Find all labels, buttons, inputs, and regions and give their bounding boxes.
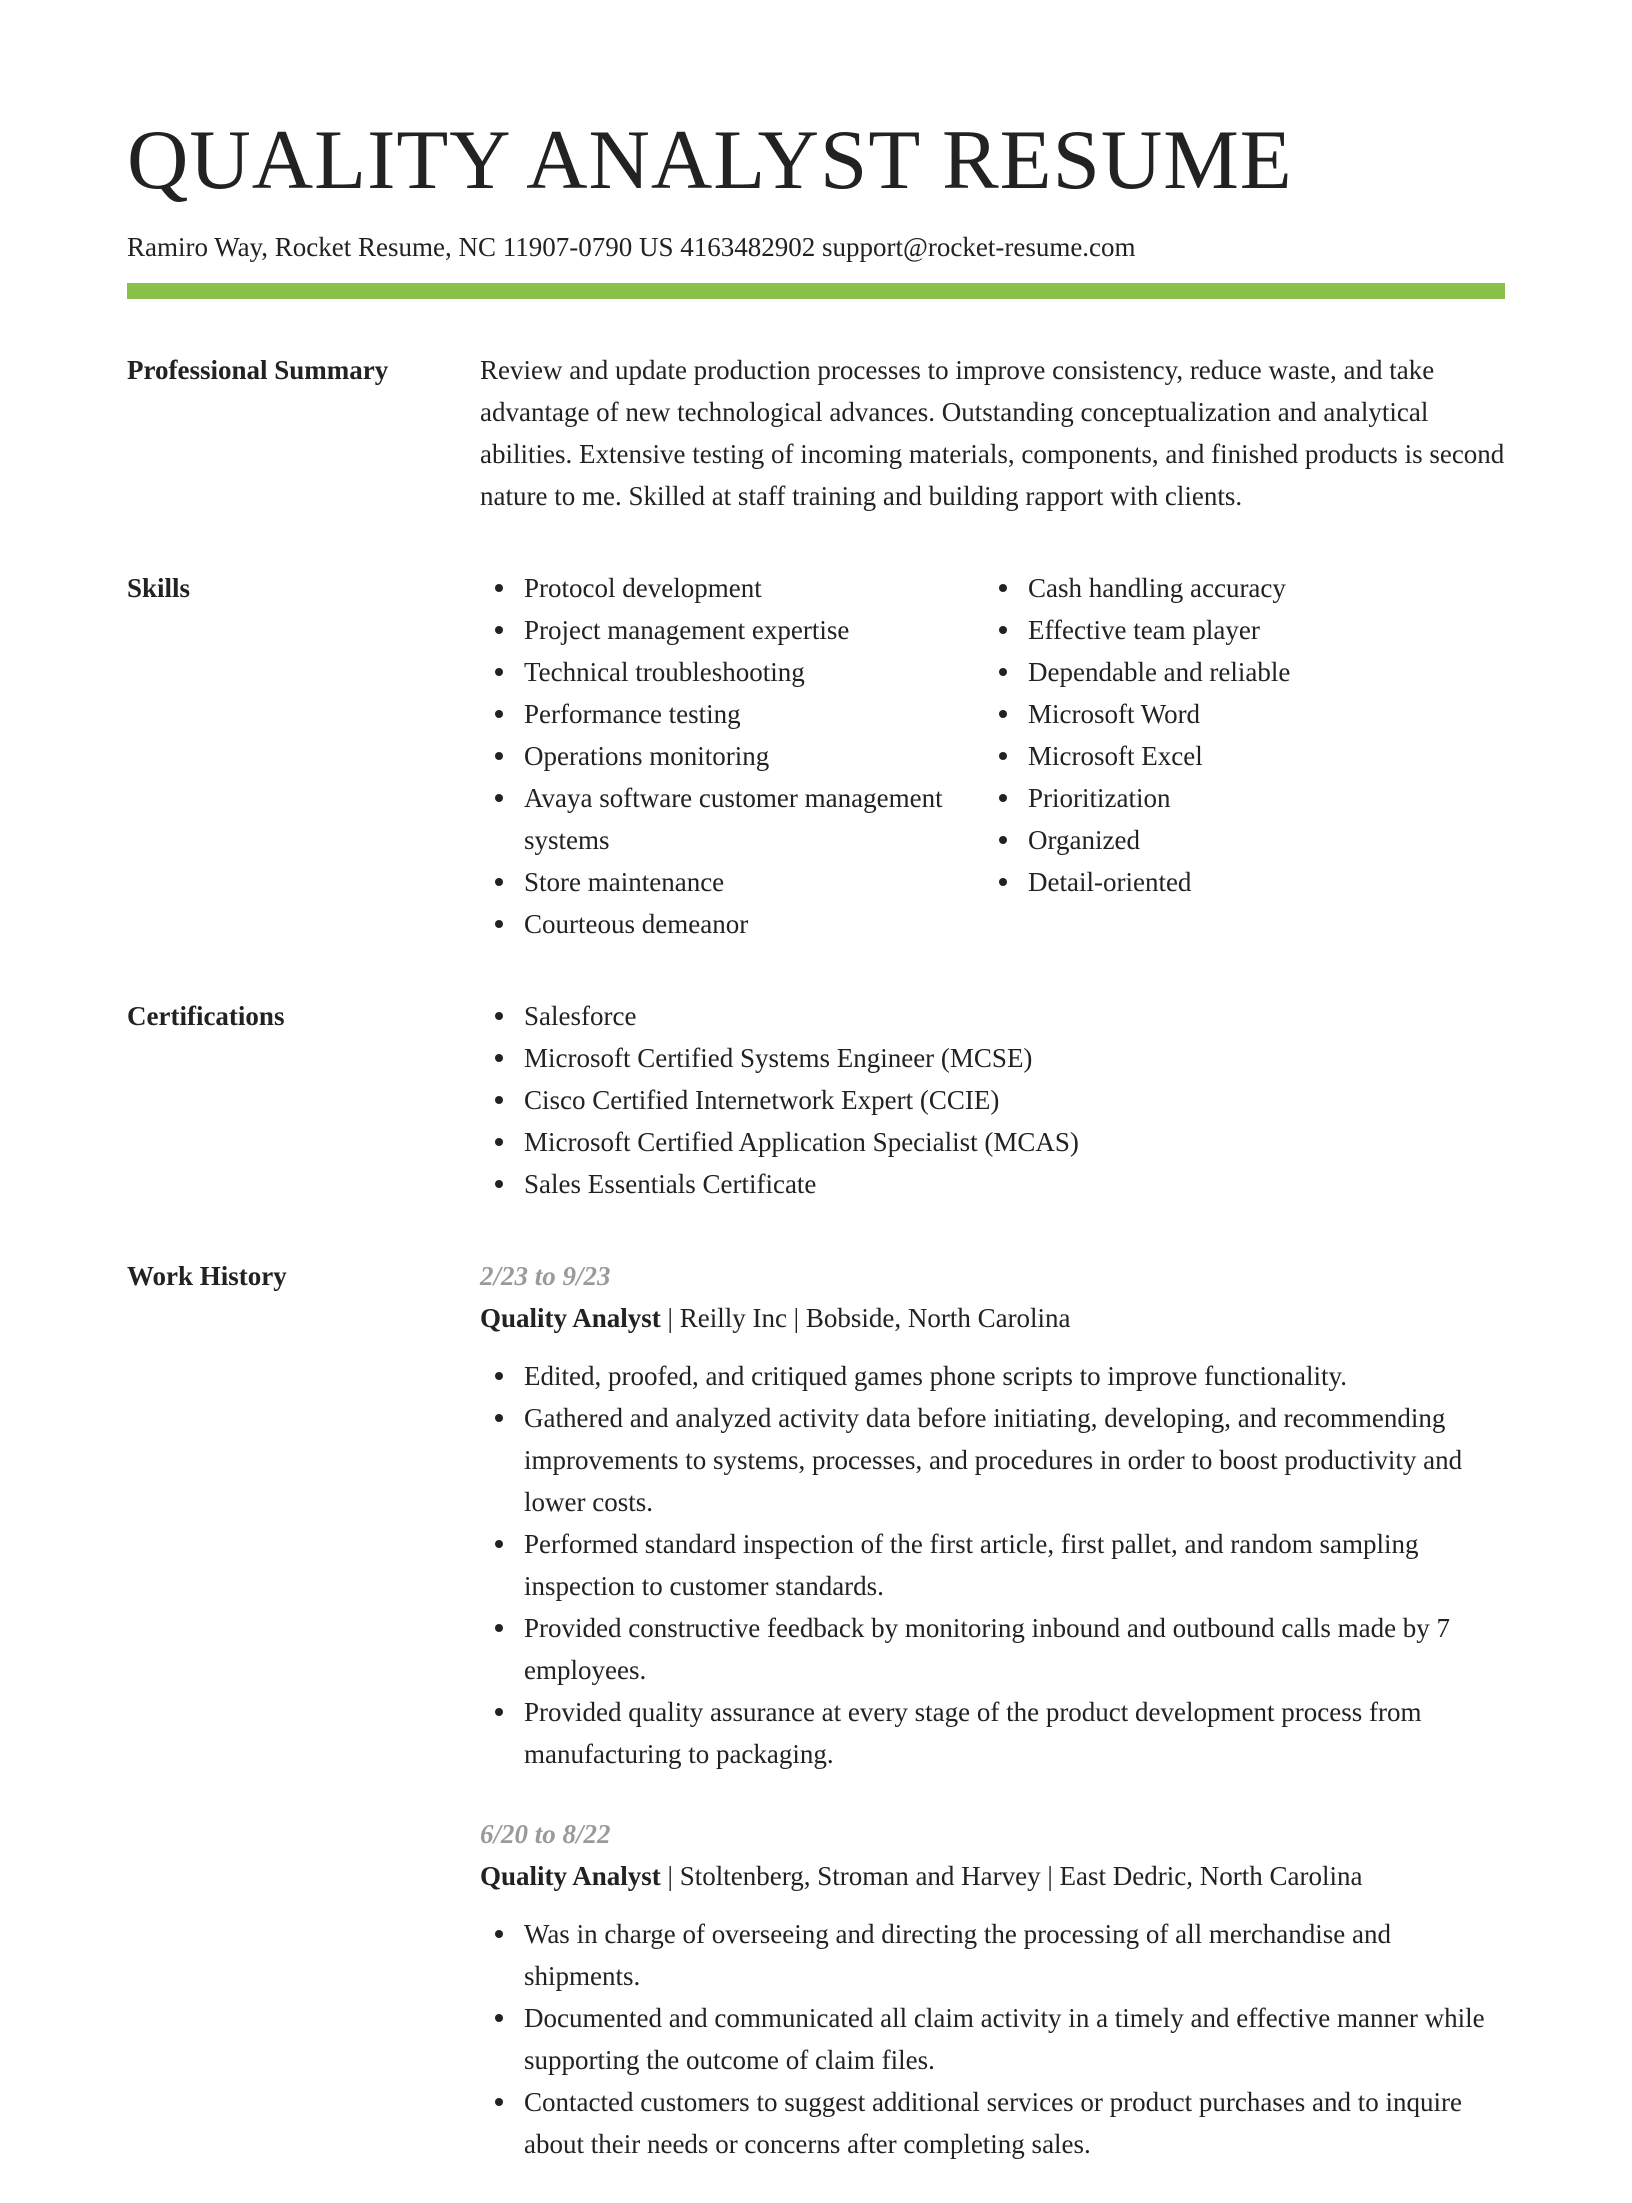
- job-title: Quality Analyst: [480, 1861, 661, 1892]
- job-entry: [480, 1813, 1505, 2165]
- skill-item: Avaya software customer management systems: [524, 777, 984, 861]
- skill-item: Detail-oriented: [1028, 861, 1505, 903]
- section-label-certifications: Certifications: [127, 1001, 285, 1032]
- skill-item: Performance testing: [524, 693, 984, 735]
- skill-item: Operations monitoring: [524, 735, 984, 777]
- section-label-work-history: Work History: [127, 1261, 287, 1292]
- job-heading: [480, 1297, 1505, 1339]
- skill-item: Organized: [1028, 819, 1505, 861]
- certification-item: Salesforce: [524, 995, 1505, 1037]
- skill-item: Prioritization: [1028, 777, 1505, 819]
- job-title: Quality Analyst: [480, 1303, 661, 1334]
- certification-item: Sales Essentials Certificate: [524, 1163, 1505, 1205]
- header-divider: [127, 283, 1505, 299]
- skill-item: Cash handling accuracy: [1028, 567, 1505, 609]
- skill-item: Project management expertise: [524, 609, 984, 651]
- skill-item: Store maintenance: [524, 861, 984, 903]
- job-duties-list: [480, 1913, 1505, 2165]
- job-duties-list: [480, 1355, 1505, 1775]
- work-history-section: [127, 1255, 1505, 2203]
- section-label-skills: Skills: [127, 573, 191, 604]
- job-duty-item: Contacted customers to suggest additional services or product purchases and to inquire about their needs or concerns after completing sales.: [524, 2081, 1505, 2165]
- job-duty-item: Edited, proofed, and critiqued games phone scripts to improve functionality.: [524, 1355, 1505, 1397]
- skills-list-col2: [984, 567, 1505, 903]
- skill-item: Microsoft Word: [1028, 693, 1505, 735]
- summary-section: [127, 349, 1505, 517]
- certification-item: Microsoft Certified Systems Engineer (MCSE): [524, 1037, 1505, 1079]
- skill-item: Courteous demeanor: [524, 903, 984, 945]
- job-duty-item: Provided quality assurance at every stage of the product development process from manufacturing to packaging.: [524, 1691, 1505, 1775]
- job-duty-item: Performed standard inspection of the first article, first pallet, and random sampling inspection to customer standards.: [524, 1523, 1505, 1607]
- skills-list-col1: [480, 567, 984, 945]
- job-heading: [480, 1855, 1505, 1897]
- job-entry: [480, 1255, 1505, 1775]
- skills-section: [127, 567, 1505, 945]
- certifications-section: [127, 995, 1505, 1205]
- job-duty-item: Documented and communicated all claim activity in a timely and effective manner while supporting the outcome of claim files.: [524, 1997, 1505, 2081]
- job-details: | Stoltenberg, Stroman and Harvey | East Dedric, North Carolina: [660, 1861, 1363, 1892]
- job-dates: 6/20 to 8/22: [480, 1819, 611, 1850]
- summary-text: Review and update production processes to improve consistency, reduce waste, and take advantage of new technological advances. Outstanding conceptualization and analytical abilities. Extensive testing of incoming materials, components, and finished products is second nature to me. Skilled at staff training and building rapport with clients.: [480, 355, 1505, 512]
- job-details: | Reilly Inc | Bobside, North Carolina: [660, 1303, 1071, 1334]
- job-duty-item: Provided constructive feedback by monitoring inbound and outbound calls made by 7 employees.: [524, 1607, 1505, 1691]
- skill-item: Technical troubleshooting: [524, 651, 984, 693]
- skill-item: Protocol development: [524, 567, 984, 609]
- job-duty-item: Was in charge of overseeing and directing the processing of all merchandise and shipments.: [524, 1913, 1505, 1997]
- certification-item: Microsoft Certified Application Specialist (MCAS): [524, 1121, 1505, 1163]
- skill-item: Effective team player: [1028, 609, 1505, 651]
- contact-line: Ramiro Way, Rocket Resume, NC 11907-0790 US 4163482902 support@rocket-resume.com: [127, 232, 1136, 262]
- job-dates: 2/23 to 9/23: [480, 1261, 611, 1292]
- skill-item: Dependable and reliable: [1028, 651, 1505, 693]
- certifications-list: [480, 995, 1505, 1205]
- section-label-summary: Professional Summary: [127, 355, 389, 386]
- skill-item: Microsoft Excel: [1028, 735, 1505, 777]
- job-duty-item: Gathered and analyzed activity data before initiating, developing, and recommending improvements to systems, processes, and procedures in order to boost productivity and lower costs.: [524, 1397, 1505, 1523]
- resume-title: QUALITY ANALYST RESUME: [127, 113, 1293, 207]
- certification-item: Cisco Certified Internetwork Expert (CCIE): [524, 1079, 1505, 1121]
